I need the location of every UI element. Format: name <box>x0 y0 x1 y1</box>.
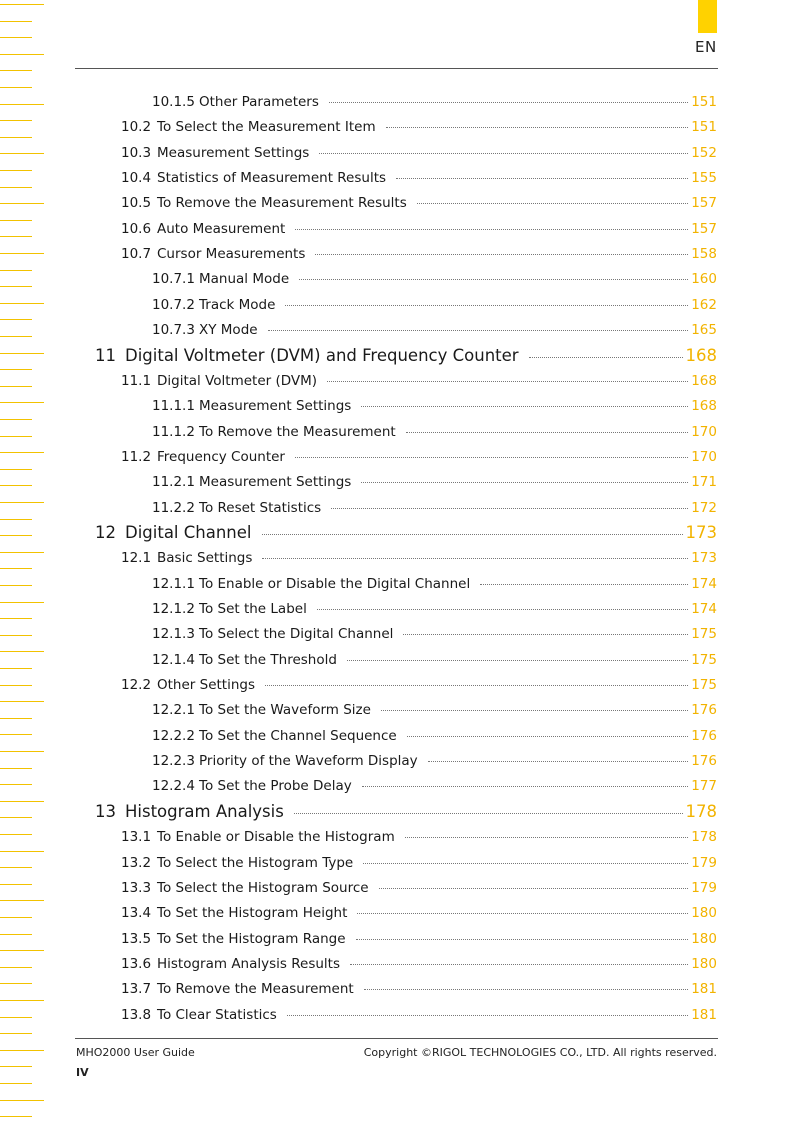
toc-entry-page: 172 <box>691 499 717 516</box>
toc-entry-page: 180 <box>691 955 717 972</box>
toc-entry-title: To Set the Waveform Size <box>199 702 371 719</box>
toc-leader-dots <box>379 887 689 889</box>
margin-tick <box>0 734 32 735</box>
language-label: EN <box>695 38 717 56</box>
toc-leader-dots <box>362 785 689 787</box>
toc-leader-dots <box>381 709 688 711</box>
margin-tick <box>0 651 44 652</box>
margin-tick <box>0 286 32 287</box>
toc-entry-page: 175 <box>691 626 717 643</box>
toc-leader-dots <box>317 608 688 610</box>
margin-tick <box>0 419 32 420</box>
toc-entry-page: 151 <box>691 119 717 136</box>
toc-entry-title: Manual Mode <box>199 271 290 288</box>
toc-entry-page: 180 <box>691 905 717 922</box>
toc-leader-dots <box>406 431 689 433</box>
toc-entry-title: Digital Channel <box>125 522 252 542</box>
toc-entry[interactable] <box>121 449 717 465</box>
margin-tick <box>0 402 44 403</box>
toc-entry[interactable] <box>152 652 717 668</box>
toc-leader-dots <box>315 253 688 255</box>
toc-entry-page: 155 <box>691 170 717 187</box>
toc-entry[interactable] <box>121 829 717 845</box>
toc-entry-number: 12 <box>95 522 116 542</box>
toc-entry-title: To Select the Histogram Type <box>157 854 354 871</box>
toc-entry-title: To Remove the Measurement Results <box>157 195 407 212</box>
toc-entry[interactable] <box>152 322 717 338</box>
toc-entry-page: 157 <box>691 220 717 237</box>
toc-entry[interactable] <box>95 802 717 821</box>
toc-leader-dots <box>361 481 688 483</box>
margin-tick <box>0 120 32 121</box>
toc-entry[interactable] <box>152 702 717 718</box>
toc-entry-title: To Enable or Disable the Digital Channel <box>199 575 471 592</box>
toc-entry-title: Histogram Analysis Results <box>157 955 340 972</box>
margin-tick <box>0 1000 44 1001</box>
margin-tick <box>0 718 32 719</box>
toc-entry[interactable] <box>121 246 717 262</box>
toc-entry-page: 180 <box>691 930 717 947</box>
toc-entry-page: 168 <box>691 398 717 415</box>
toc-entry-title: To Reset Statistics <box>199 499 322 516</box>
toc-entry-page: 158 <box>691 246 717 263</box>
toc-entry-title: Other Settings <box>157 677 255 694</box>
margin-tick <box>0 618 32 619</box>
toc-entry[interactable] <box>121 221 717 237</box>
toc-entry-number: 11.1.2 <box>152 423 195 440</box>
margin-tick <box>0 137 32 138</box>
toc-entry-page: 176 <box>691 753 717 770</box>
footer-copyright: Copyright ©RIGOL TECHNOLOGIES CO., LTD. All rights reserved. <box>363 1046 717 1059</box>
toc-entry-number: 11.2.2 <box>152 499 195 516</box>
toc-entry-page: 176 <box>691 702 717 719</box>
toc-entry-number: 10.7.1 <box>152 271 195 288</box>
toc-entry[interactable] <box>152 500 717 516</box>
toc-entry[interactable] <box>121 677 717 693</box>
toc-entry-title: Priority of the Waveform Display <box>199 753 418 770</box>
margin-tick <box>0 834 32 835</box>
toc-entry-page: 157 <box>691 195 717 212</box>
margin-tick <box>0 436 32 437</box>
margin-tick <box>0 70 32 71</box>
toc-entry-number: 13.7 <box>121 981 152 998</box>
margin-tick <box>0 983 32 984</box>
toc-entry[interactable] <box>152 728 717 744</box>
toc-entry-number: 11.1.1 <box>152 398 195 415</box>
toc-entry-number: 11.2.1 <box>152 474 195 491</box>
margin-tick <box>0 535 32 536</box>
toc-entry-number: 11.2 <box>121 448 152 465</box>
margin-tick <box>0 87 32 88</box>
toc-entry-title: To Enable or Disable the Histogram <box>157 829 395 846</box>
margin-tick <box>0 1100 44 1101</box>
toc-entry-title: Digital Voltmeter (DVM) <box>157 372 318 389</box>
toc-entry-title: To Select the Histogram Source <box>157 879 369 896</box>
margin-tick <box>0 801 44 802</box>
toc-entry-number: 13 <box>95 801 116 821</box>
margin-tick <box>0 369 32 370</box>
toc-entry-number: 10.5 <box>121 195 152 212</box>
margin-tick <box>0 319 32 320</box>
toc-entry-number: 12.1.2 <box>152 601 195 617</box>
toc-entry-title: To Clear Statistics <box>157 1006 277 1023</box>
margin-tick <box>0 900 44 901</box>
toc-entry-number: 10.7 <box>121 246 152 263</box>
toc-leader-dots <box>287 1014 688 1016</box>
toc-leader-dots <box>356 938 689 940</box>
margin-tick <box>0 203 44 204</box>
toc-leader-dots <box>262 533 683 535</box>
toc-entry[interactable] <box>152 398 717 414</box>
toc-entry-page: 178 <box>691 829 717 846</box>
toc-entry-number: 10.1.5 <box>152 94 195 110</box>
margin-tick <box>0 386 32 387</box>
toc-entry-page: 179 <box>691 854 717 871</box>
toc-entry-title: Basic Settings <box>157 550 253 567</box>
toc-entry-title: To Remove the Measurement <box>199 423 396 440</box>
toc-entry[interactable] <box>121 119 717 135</box>
toc-leader-dots <box>363 862 688 864</box>
margin-tick <box>0 4 44 5</box>
toc-entry-page: 181 <box>691 1006 717 1023</box>
toc-leader-dots <box>294 812 683 814</box>
toc-entry[interactable] <box>152 94 717 110</box>
toc-leader-dots <box>480 583 688 585</box>
toc-entry[interactable] <box>152 576 717 592</box>
margin-tick <box>0 685 32 686</box>
toc-entry-page: 176 <box>691 727 717 744</box>
toc-entry[interactable] <box>121 145 717 161</box>
toc-entry[interactable] <box>121 373 717 389</box>
toc-entry-title: Other Parameters <box>199 94 319 110</box>
margin-tick <box>0 353 44 354</box>
toc-entry-number: 12.2.4 <box>152 778 195 795</box>
toc-entry-page: 160 <box>691 271 717 288</box>
toc-entry-number: 12.1.1 <box>152 575 195 592</box>
toc-entry[interactable] <box>152 601 717 617</box>
toc-entry[interactable] <box>121 880 717 896</box>
toc-entry-title: To Set the Probe Delay <box>199 778 352 795</box>
toc-leader-dots <box>386 126 689 128</box>
toc-entry-number: 11 <box>95 345 116 365</box>
toc-entry-number: 13.6 <box>121 955 152 972</box>
toc-entry-number: 13.8 <box>121 1006 152 1023</box>
toc-entry-title: Measurement Settings <box>199 474 352 491</box>
margin-tick <box>0 336 32 337</box>
margin-tick <box>0 485 32 486</box>
toc-entry-number: 10.2 <box>121 119 152 136</box>
margin-tick <box>0 469 32 470</box>
toc-entry-page: 179 <box>691 879 717 896</box>
toc-entry-page: 175 <box>691 677 717 694</box>
toc-entry-number: 10.3 <box>121 144 152 161</box>
toc-entry[interactable] <box>121 1007 717 1023</box>
margin-tick <box>0 668 32 669</box>
margin-tick <box>0 1050 44 1051</box>
toc-leader-dots <box>357 912 688 914</box>
margin-tick <box>0 502 44 503</box>
toc-leader-dots <box>268 329 689 331</box>
margin-tick <box>0 1066 32 1067</box>
toc-entry[interactable] <box>121 170 717 186</box>
toc-entry-number: 12.1 <box>121 550 152 567</box>
toc-entry-number: 13.2 <box>121 854 152 871</box>
margin-tick <box>0 635 32 636</box>
toc-entry-number: 10.7.2 <box>152 296 195 313</box>
toc-entry-number: 10.4 <box>121 170 152 187</box>
margin-tick <box>0 54 44 55</box>
margin-tick <box>0 884 32 885</box>
margin-tick <box>0 187 32 188</box>
toc-entry-number: 13.4 <box>121 905 152 922</box>
toc-entry[interactable] <box>95 346 717 365</box>
margin-tick-strip <box>0 0 46 1122</box>
toc-entry[interactable] <box>152 753 717 769</box>
toc-entry-title: Statistics of Measurement Results <box>157 170 387 187</box>
margin-tick <box>0 1116 32 1117</box>
toc-entry-page: 178 <box>685 801 717 821</box>
toc-entry[interactable] <box>152 626 717 642</box>
toc-leader-dots <box>350 963 688 965</box>
toc-leader-dots <box>405 836 688 838</box>
toc-entry-title: Histogram Analysis <box>125 801 284 821</box>
toc-entry[interactable] <box>152 424 717 440</box>
toc-entry-page: 170 <box>691 423 717 440</box>
margin-tick <box>0 602 44 603</box>
toc-entry-title: To Set the Histogram Height <box>157 905 348 922</box>
margin-tick <box>0 153 44 154</box>
toc-leader-dots <box>265 684 688 686</box>
toc-entry-number: 12.1.4 <box>152 651 195 668</box>
language-tab <box>698 0 717 33</box>
margin-tick <box>0 452 44 453</box>
margin-tick <box>0 1033 32 1034</box>
toc-entry-page: 174 <box>691 575 717 592</box>
margin-tick <box>0 519 32 520</box>
toc-entry-title: To Remove the Measurement <box>157 981 354 998</box>
toc-entry-number: 10.6 <box>121 220 152 237</box>
toc-entry-number: 12.2.3 <box>152 753 195 770</box>
margin-tick <box>0 37 32 38</box>
margin-tick <box>0 253 44 254</box>
toc-entry-page: 173 <box>685 522 717 542</box>
toc-entry-title: To Set the Threshold <box>199 651 337 668</box>
toc-entry-number: 11.1 <box>121 372 152 389</box>
toc-entry-title: Digital Voltmeter (DVM) and Frequency Counter <box>125 345 519 365</box>
toc-entry-page: 177 <box>691 778 717 795</box>
toc-entry-number: 12.2.2 <box>152 727 195 744</box>
toc-leader-dots <box>295 456 688 458</box>
toc-entry-page: 173 <box>691 550 717 567</box>
toc-entry-number: 13.5 <box>121 930 152 947</box>
toc-entry-title: Cursor Measurements <box>157 246 306 263</box>
toc-entry[interactable] <box>121 550 717 566</box>
margin-tick <box>0 104 44 105</box>
toc-entry-title: Track Mode <box>199 296 276 313</box>
toc-entry-number: 12.2 <box>121 677 152 694</box>
margin-tick <box>0 270 32 271</box>
toc-entry-number: 13.1 <box>121 829 152 846</box>
toc-entry-title: Frequency Counter <box>157 448 285 465</box>
toc-entry-title: To Set the Label <box>199 601 307 617</box>
toc-entry-page: 162 <box>691 296 717 313</box>
toc-leader-dots <box>295 228 688 230</box>
margin-tick <box>0 784 32 785</box>
toc-entry[interactable] <box>121 931 717 947</box>
margin-tick <box>0 768 32 769</box>
margin-tick <box>0 236 32 237</box>
margin-tick <box>0 220 32 221</box>
toc-leader-dots <box>529 356 683 358</box>
toc-entry-title: Measurement Settings <box>199 398 352 415</box>
margin-tick <box>0 851 44 852</box>
toc-entry-number: 12.2.1 <box>152 702 195 719</box>
toc-entry-title: XY Mode <box>199 322 258 339</box>
toc-leader-dots <box>396 177 688 179</box>
margin-tick <box>0 934 32 935</box>
toc-entry-page: 152 <box>691 144 717 161</box>
page-number: IV <box>76 1066 89 1079</box>
toc-entry-page: 165 <box>691 322 717 339</box>
margin-tick <box>0 21 32 22</box>
toc-leader-dots <box>364 988 689 990</box>
toc-leader-dots <box>319 152 688 154</box>
toc-leader-dots <box>417 202 688 204</box>
margin-tick <box>0 585 32 586</box>
toc-entry[interactable] <box>121 855 717 871</box>
toc-leader-dots <box>327 380 688 382</box>
toc-leader-dots <box>428 760 689 762</box>
margin-tick <box>0 303 44 304</box>
margin-tick <box>0 1083 32 1084</box>
toc-entry-page: 168 <box>691 372 717 389</box>
toc-entry[interactable] <box>152 297 717 313</box>
toc-entry-page: 171 <box>691 474 717 491</box>
footer-doc-title: MHO2000 User Guide <box>76 1046 195 1059</box>
toc-entry-page: 151 <box>691 94 717 110</box>
margin-tick <box>0 950 44 951</box>
margin-tick <box>0 552 44 553</box>
toc-leader-dots <box>262 557 688 559</box>
footer-rule <box>75 1038 718 1039</box>
toc-entry-number: 10.7.3 <box>152 322 195 339</box>
margin-tick <box>0 867 32 868</box>
toc-entry-page: 168 <box>685 345 717 365</box>
toc-entry[interactable] <box>95 523 717 542</box>
toc-entry[interactable] <box>121 956 717 972</box>
margin-tick <box>0 568 32 569</box>
margin-tick <box>0 817 32 818</box>
toc-entry[interactable] <box>152 778 717 794</box>
toc-entry-page: 181 <box>691 981 717 998</box>
toc-entry-number: 12.1.3 <box>152 626 195 643</box>
header-rule <box>75 68 718 69</box>
toc-entry[interactable] <box>121 981 717 997</box>
toc-leader-dots <box>407 735 689 737</box>
toc-entry[interactable] <box>121 905 717 921</box>
toc-leader-dots <box>329 101 688 103</box>
margin-tick <box>0 701 44 702</box>
toc-leader-dots <box>285 304 688 306</box>
margin-tick <box>0 967 32 968</box>
margin-tick <box>0 1017 32 1018</box>
toc-entry-title: To Select the Digital Channel <box>199 626 394 643</box>
toc-entry[interactable] <box>152 474 717 490</box>
toc-leader-dots <box>299 278 688 280</box>
margin-tick <box>0 751 44 752</box>
margin-tick <box>0 170 32 171</box>
toc-entry[interactable] <box>152 271 717 287</box>
toc-entry-title: To Set the Channel Sequence <box>199 727 397 744</box>
toc-entry-page: 170 <box>691 448 717 465</box>
toc-leader-dots <box>403 633 688 635</box>
toc-entry-title: Measurement Settings <box>157 144 310 161</box>
margin-tick <box>0 917 32 918</box>
toc-entry-title: To Set the Histogram Range <box>157 930 346 947</box>
toc-leader-dots <box>347 659 688 661</box>
toc-entry-title: To Select the Measurement Item <box>157 119 376 136</box>
toc-entry-page: 174 <box>691 601 717 617</box>
toc-entry-title: Auto Measurement <box>157 220 286 237</box>
toc-leader-dots <box>361 405 688 407</box>
toc-entry-page: 175 <box>691 651 717 668</box>
toc-entry-number: 13.3 <box>121 879 152 896</box>
toc-leader-dots <box>331 507 688 509</box>
toc-entry[interactable] <box>121 195 717 211</box>
